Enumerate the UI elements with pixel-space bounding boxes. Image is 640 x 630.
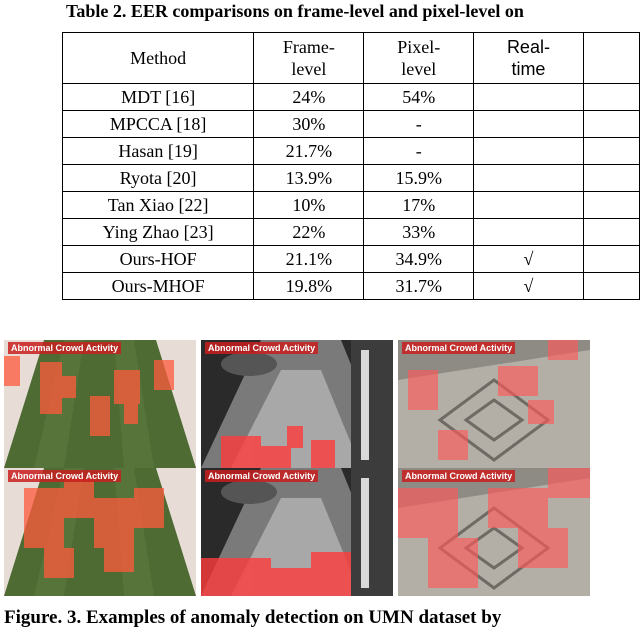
cell-method: Ours-MHOF [63, 273, 254, 300]
header-pixel-level [364, 33, 474, 84]
panel-label: Abnormal Crowd Activity [8, 342, 121, 354]
cell-realtime [474, 111, 584, 138]
plaza-scene-bottom [398, 468, 590, 596]
figure-panel-plaza-top [398, 340, 590, 468]
panel-label: Abnormal Crowd Activity [205, 470, 318, 482]
field-scene-top [4, 340, 196, 468]
cell-extra [583, 165, 639, 192]
panel-label: Abnormal Crowd Activity [402, 342, 515, 354]
eer-table [62, 32, 640, 300]
cell-frame: 22% [254, 219, 364, 246]
field-scene-bottom [4, 468, 196, 596]
cell-extra [583, 246, 639, 273]
cell-realtime: √ [474, 273, 584, 300]
cell-realtime [474, 165, 584, 192]
header-pixel-line2: level [401, 59, 437, 79]
cell-frame: 19.8% [254, 273, 364, 300]
table-caption: Table 2. EER comparisons on frame-level and pixel-level on [66, 1, 524, 21]
header-method [63, 33, 254, 84]
header-frame-level [254, 33, 364, 84]
cell-extra [583, 219, 639, 246]
cell-frame: 24% [254, 84, 364, 111]
figure-panel-field-top [4, 340, 196, 468]
cell-method: Hasan [19] [63, 138, 254, 165]
cell-pixel: 15.9% [364, 165, 474, 192]
figure-panel-field-bottom [4, 468, 196, 596]
table-row [63, 192, 640, 219]
cell-frame: 21.1% [254, 246, 364, 273]
header-method-label: Method [130, 48, 187, 68]
figure-caption: Figure. 3. Examples of anomaly detection on UMN dataset by [4, 607, 502, 628]
table-row [63, 246, 640, 273]
panel-label: Abnormal Crowd Activity [8, 470, 121, 482]
figure-panel-hallway-top [201, 340, 393, 468]
cell-frame: 21.7% [254, 138, 364, 165]
table-row [63, 138, 640, 165]
cell-method: Ying Zhao [23] [63, 219, 254, 246]
header-realtime-line2: time [511, 59, 546, 79]
hallway-scene-top [201, 340, 393, 468]
panel-label: Abnormal Crowd Activity [205, 342, 318, 354]
table-row [63, 165, 640, 192]
cell-method: Ryota [20] [63, 165, 254, 192]
cell-realtime: √ [474, 246, 584, 273]
cell-method: MDT [16] [63, 84, 254, 111]
cell-extra [583, 273, 639, 300]
cell-extra [583, 111, 639, 138]
table-row [63, 273, 640, 300]
cell-extra [583, 84, 639, 111]
cell-extra [583, 192, 639, 219]
table-row [63, 84, 640, 111]
cell-method: Ours-HOF [63, 246, 254, 273]
anomaly-figure [0, 338, 600, 596]
figure-panel-hallway-bottom [201, 468, 393, 596]
header-frame-line2: level [291, 59, 327, 79]
table-row [63, 219, 640, 246]
cell-realtime [474, 192, 584, 219]
cell-frame: 30% [254, 111, 364, 138]
cell-pixel: 33% [364, 219, 474, 246]
cell-frame: 10% [254, 192, 364, 219]
cell-pixel: 34.9% [364, 246, 474, 273]
header-real-time [474, 33, 584, 84]
cell-method: MPCCA [18] [63, 111, 254, 138]
table-row [63, 111, 640, 138]
cell-extra [583, 138, 639, 165]
cell-pixel: 54% [364, 84, 474, 111]
header-extra [583, 33, 639, 84]
header-realtime-line1: Real- [506, 37, 550, 57]
panel-label: Abnormal Crowd Activity [402, 470, 515, 482]
cell-frame: 13.9% [254, 165, 364, 192]
cell-pixel: - [364, 111, 474, 138]
figure-panel-plaza-bottom [398, 468, 590, 596]
cell-method: Tan Xiao [22] [63, 192, 254, 219]
cell-pixel: - [364, 138, 474, 165]
cell-realtime [474, 84, 584, 111]
header-frame-line1: Frame- [282, 37, 335, 57]
cell-realtime [474, 138, 584, 165]
cell-pixel: 17% [364, 192, 474, 219]
cell-pixel: 31.7% [364, 273, 474, 300]
cell-realtime [474, 219, 584, 246]
plaza-scene-top [398, 340, 590, 468]
header-pixel-line1: Pixel- [397, 37, 441, 57]
table-header-row [63, 33, 640, 84]
hallway-scene-bottom [201, 468, 393, 596]
